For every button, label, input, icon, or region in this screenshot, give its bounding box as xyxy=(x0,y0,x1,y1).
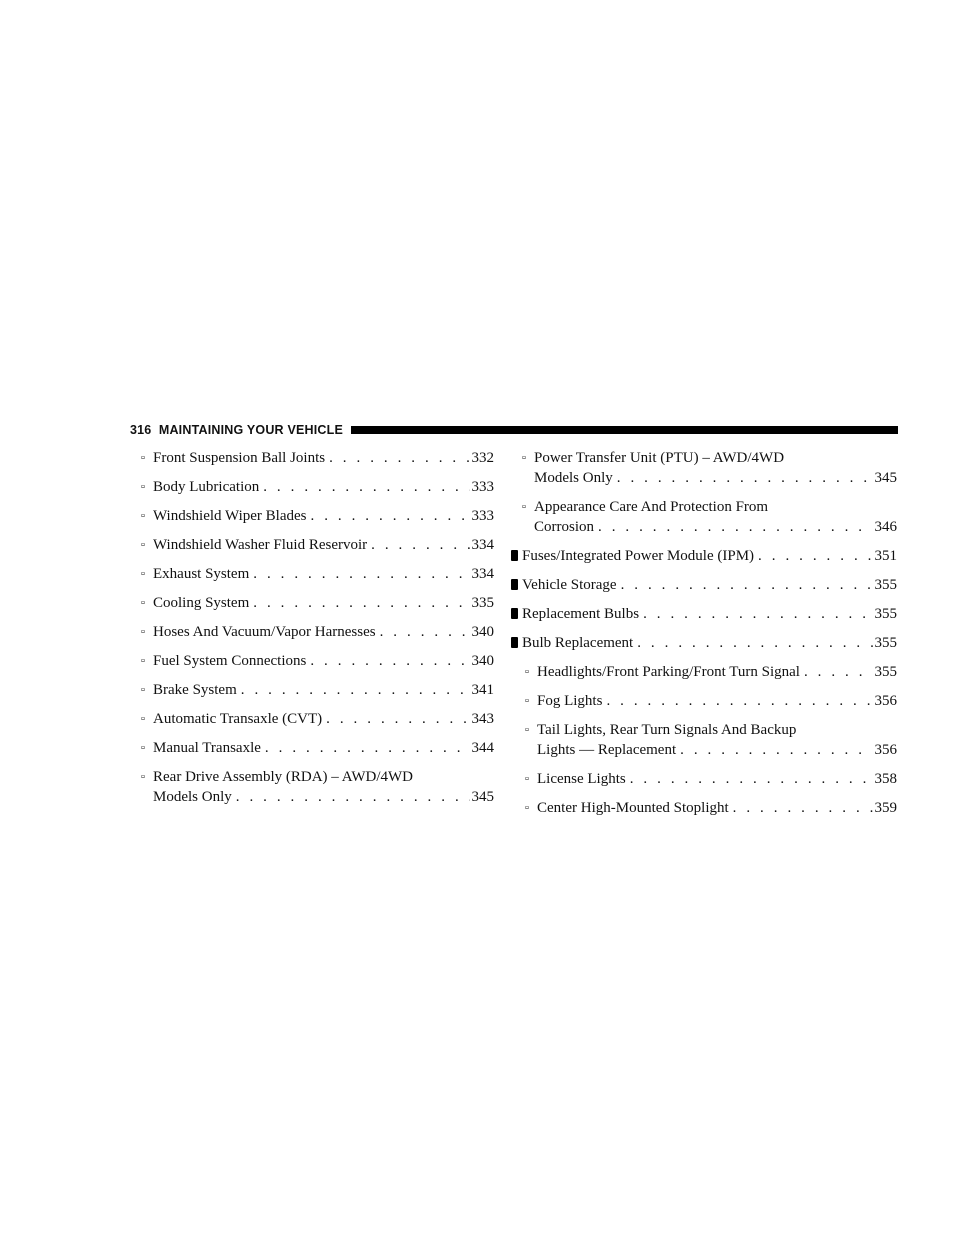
dot-leader xyxy=(680,740,872,760)
toc-entry[interactable] xyxy=(130,448,494,468)
toc-entry[interactable] xyxy=(511,497,897,537)
toc-entry-page: 358 xyxy=(874,771,897,787)
toc-entry-page: 333 xyxy=(471,508,494,524)
toc-entry-title: Front Suspension Ball Joints xyxy=(153,450,326,466)
hollow-square-icon: ▫ xyxy=(522,452,526,464)
hollow-square-icon: ▫ xyxy=(141,597,145,609)
toc-entry-title: Replacement Bulbs xyxy=(522,606,640,622)
hollow-square-icon: ▫ xyxy=(141,626,145,638)
toc-entry-title: Exhaust System xyxy=(153,566,250,582)
hollow-square-icon: ▫ xyxy=(141,568,145,580)
dot-leader xyxy=(598,517,873,537)
dot-leader xyxy=(236,787,470,807)
toc-entry-page: 356 xyxy=(874,742,897,758)
toc-entry-page: 335 xyxy=(471,595,494,611)
filled-square-icon xyxy=(511,579,518,590)
toc-entry-title: Fog Lights xyxy=(537,693,603,709)
dot-leader xyxy=(371,535,469,555)
toc-entry[interactable] xyxy=(511,448,897,488)
dot-leader xyxy=(621,575,873,595)
toc-entry-title: Manual Transaxle xyxy=(153,740,261,756)
toc-entry[interactable] xyxy=(130,564,494,584)
toc-entry-title: Windshield Washer Fluid Reservoir xyxy=(153,537,368,553)
toc-entry-page: 359 xyxy=(874,800,897,816)
toc-entry-page: 355 xyxy=(874,664,897,680)
toc-entry-title: Rear Drive Assembly (RDA) – AWD/4WD xyxy=(153,769,414,785)
dot-leader xyxy=(311,506,470,526)
toc-entry[interactable] xyxy=(511,798,897,818)
hollow-square-icon: ▫ xyxy=(141,742,145,754)
toc-entry-title: Fuses/Integrated Power Module (IPM) xyxy=(522,548,755,564)
toc-entry[interactable] xyxy=(511,546,897,566)
toc-entry[interactable] xyxy=(130,651,494,671)
toc-entry[interactable] xyxy=(130,477,494,497)
dot-leader xyxy=(643,604,872,624)
hollow-square-icon: ▫ xyxy=(141,539,145,551)
toc-entry-title-continued: Models Only xyxy=(534,470,613,486)
toc-entry-page: 334 xyxy=(471,537,494,553)
hollow-square-icon: ▫ xyxy=(141,684,145,696)
toc-entry-page: 340 xyxy=(471,653,494,669)
header-rule-bar xyxy=(330,426,898,434)
page-number: 316 xyxy=(130,423,152,437)
toc-left-column xyxy=(130,448,494,816)
toc-entry-title: Brake System xyxy=(153,682,237,698)
toc-entry-title: Appearance Care And Protection From xyxy=(534,499,769,515)
toc-entry-page: 344 xyxy=(471,740,494,756)
toc-entry[interactable] xyxy=(511,604,897,624)
dot-leader xyxy=(310,651,469,671)
toc-entry[interactable] xyxy=(130,622,494,642)
toc-entry-page: 356 xyxy=(874,693,897,709)
hollow-square-icon: ▫ xyxy=(525,666,529,678)
toc-entry[interactable] xyxy=(511,633,897,653)
dot-leader xyxy=(758,546,872,566)
toc-entry-title: Power Transfer Unit (PTU) – AWD/4WD xyxy=(534,450,785,466)
dot-leader xyxy=(263,477,469,497)
toc-entry-title: Center High-Mounted Stoplight xyxy=(537,800,729,816)
toc-entry-page: 355 xyxy=(874,606,897,622)
toc-entry-title: Automatic Transaxle (CVT) xyxy=(153,711,323,727)
toc-entry-page: 351 xyxy=(874,548,897,564)
hollow-square-icon: ▫ xyxy=(525,724,529,736)
dot-leader xyxy=(606,691,872,711)
toc-entry-title: Bulb Replacement xyxy=(522,635,634,651)
toc-entry-page: 341 xyxy=(471,682,494,698)
toc-entry-page: 355 xyxy=(874,577,897,593)
hollow-square-icon: ▫ xyxy=(525,802,529,814)
filled-square-icon xyxy=(511,550,518,561)
toc-entry-page: 334 xyxy=(471,566,494,582)
hollow-square-icon: ▫ xyxy=(141,510,145,522)
toc-entry[interactable] xyxy=(511,691,897,711)
toc-entry-title-continued: Corrosion xyxy=(534,519,594,535)
toc-entry-page: 346 xyxy=(874,519,897,535)
toc-entry[interactable] xyxy=(130,709,494,729)
toc-entry-title: Body Lubrication xyxy=(153,479,260,495)
hollow-square-icon: ▫ xyxy=(141,481,145,493)
dot-leader xyxy=(329,448,469,468)
dot-leader xyxy=(253,564,469,584)
toc-entry[interactable] xyxy=(130,506,494,526)
toc-entry[interactable] xyxy=(130,593,494,613)
page-header xyxy=(130,421,898,439)
hollow-square-icon: ▫ xyxy=(141,713,145,725)
hollow-square-icon: ▫ xyxy=(141,771,145,783)
dot-leader xyxy=(617,468,873,488)
hollow-square-icon: ▫ xyxy=(525,773,529,785)
toc-entry-page: 345 xyxy=(471,789,494,805)
toc-entry-page: 340 xyxy=(471,624,494,640)
header-text xyxy=(130,421,351,439)
toc-entry-title: Fuel System Connections xyxy=(153,653,307,669)
filled-square-icon xyxy=(511,637,518,648)
toc-entry-page: 355 xyxy=(874,635,897,651)
toc-entry-title: Cooling System xyxy=(153,595,250,611)
toc-entry[interactable] xyxy=(511,662,897,682)
toc-entry-title: Tail Lights, Rear Turn Signals And Backup xyxy=(537,722,797,738)
dot-leader xyxy=(241,680,470,700)
filled-square-icon xyxy=(511,608,518,619)
toc-entry-title: Windshield Wiper Blades xyxy=(153,508,307,524)
dot-leader xyxy=(380,622,470,642)
dot-leader xyxy=(265,738,470,758)
hollow-square-icon: ▫ xyxy=(141,452,145,464)
dot-leader xyxy=(637,633,872,653)
dot-leader xyxy=(253,593,469,613)
section-title: MAINTAINING YOUR VEHICLE xyxy=(158,423,344,437)
toc-entry[interactable] xyxy=(511,720,897,760)
toc-entry-page: 345 xyxy=(874,470,897,486)
toc-entry-title: Hoses And Vacuum/Vapor Harnesses xyxy=(153,624,376,640)
hollow-square-icon: ▫ xyxy=(525,695,529,707)
dot-leader xyxy=(733,798,873,818)
toc-entry[interactable] xyxy=(130,535,494,555)
dot-leader xyxy=(630,769,873,789)
dot-leader xyxy=(804,662,873,682)
toc-entry-page: 333 xyxy=(471,479,494,495)
hollow-square-icon: ▫ xyxy=(141,655,145,667)
toc-entry-title: Headlights/Front Parking/Front Turn Signal xyxy=(537,664,800,680)
toc-entry-title: License Lights xyxy=(537,771,626,787)
toc-entry-page: 332 xyxy=(471,450,494,466)
toc-entry-title-continued: Models Only xyxy=(153,789,232,805)
toc-entry-page: 343 xyxy=(471,711,494,727)
toc-entry[interactable] xyxy=(130,767,494,807)
hollow-square-icon: ▫ xyxy=(522,501,526,513)
toc-entry-title-continued: Lights — Replacement xyxy=(537,742,677,758)
dot-leader xyxy=(326,709,469,729)
toc-entry[interactable] xyxy=(130,680,494,700)
toc-right-column xyxy=(511,448,897,827)
toc-entry[interactable] xyxy=(511,575,897,595)
toc-entry[interactable] xyxy=(511,769,897,789)
toc-entry-title: Vehicle Storage xyxy=(522,577,617,593)
toc-entry[interactable] xyxy=(130,738,494,758)
